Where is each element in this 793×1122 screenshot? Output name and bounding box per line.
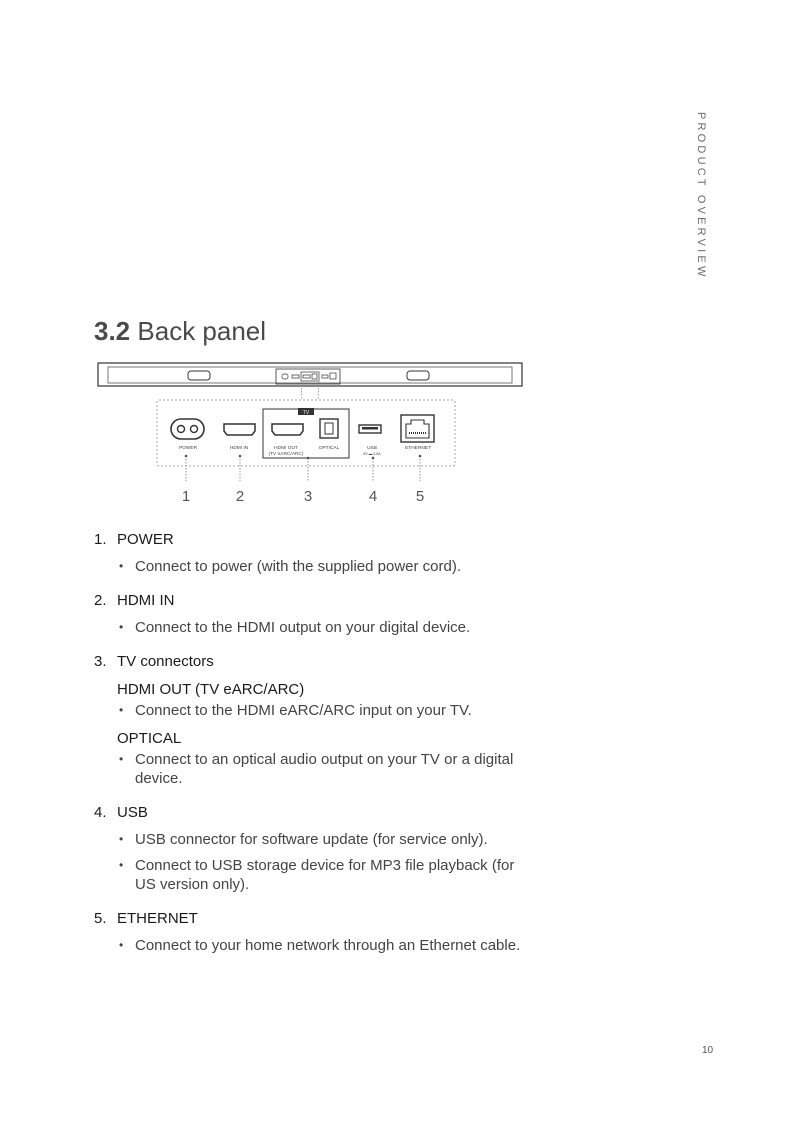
bullet-list: [117, 750, 524, 788]
item-title: POWER: [117, 531, 174, 548]
bullet-list: [117, 830, 524, 894]
port-label-usb-rating: 5V ▬ 0.5A: [363, 452, 381, 456]
list-item-ethernet: [94, 909, 524, 955]
item-title: HDMI IN: [117, 592, 175, 609]
bullet-item: • Connect to power (with the supplied power cord).: [117, 557, 524, 576]
optical-port: [320, 419, 338, 438]
subsection-title-optical: OPTICAL: [117, 730, 182, 747]
leader-dot-2: [239, 455, 242, 458]
connector-list: [94, 530, 524, 970]
port-label-power: POWER: [178, 446, 198, 451]
callout-4: 4: [368, 488, 378, 505]
side-tab-label: PRODUCT OVERVIEW: [695, 112, 707, 280]
callout-1: 1: [181, 488, 191, 505]
item-title: USB: [117, 804, 148, 821]
hdmi-in-port: [224, 424, 255, 435]
port-label-ethernet: ETHERNET: [405, 446, 431, 451]
power-pin-left: [178, 426, 185, 433]
bullet-item: • Connect to USB storage device for MP3 file playback (for US version only).: [117, 856, 524, 894]
item-heading: [94, 803, 524, 822]
bullet-list: [117, 701, 524, 720]
item-heading: [94, 591, 524, 610]
section-heading: Back panel: [137, 316, 267, 346]
list-item-tv-connectors: [94, 652, 524, 788]
subsection-title-hdmi-out: HDMI OUT (TV eARC/ARC): [117, 681, 305, 698]
leader-dot-4: [372, 457, 375, 460]
port-label-usb: USB: [367, 446, 377, 451]
tv-badge-label: TV: [302, 410, 310, 416]
item-heading: [94, 530, 524, 549]
bullet-list: [117, 557, 524, 576]
port-label-hdmi-in: HDMI IN: [229, 446, 249, 451]
callout-3: 3: [303, 488, 313, 505]
section-title: [94, 316, 266, 347]
optical-port-inner: [325, 423, 333, 434]
item-number: 5.: [94, 910, 107, 927]
usb-port-tongue: [362, 427, 378, 430]
bullet-item: • Connect to the HDMI output on your digital device.: [117, 618, 524, 637]
bullet-list: [117, 618, 524, 637]
page-number: 10: [702, 1045, 714, 1056]
leader-dot-3: [307, 457, 310, 460]
item-heading: [94, 909, 524, 928]
item-title: ETHERNET: [117, 910, 198, 927]
ethernet-socket: [406, 420, 429, 438]
callout-5: 5: [415, 488, 425, 505]
leader-dot-5: [419, 455, 422, 458]
power-pin-right: [191, 426, 198, 433]
item-number: 2.: [94, 592, 107, 609]
bullet-item: • Connect to an optical audio output on your TV or a digital device.: [117, 750, 524, 788]
bullet-item: • Connect to the HDMI eARC/ARC input on your TV.: [117, 701, 524, 720]
list-item-usb: [94, 803, 524, 894]
leader-dot-1: [185, 455, 188, 458]
item-heading: [94, 652, 524, 671]
soundbar-body: [98, 363, 522, 386]
callout-2: 2: [235, 488, 245, 505]
bullet-item: • USB connector for software update (for service only).: [117, 830, 524, 849]
port-label-hdmi-out-sub: (TV eARC/ARC): [268, 452, 304, 457]
bullet-item: • Connect to your home network through an Ethernet cable.: [117, 936, 524, 955]
item-title: TV connectors: [117, 653, 214, 670]
item-number: 4.: [94, 804, 107, 821]
hdmi-out-port: [272, 424, 303, 435]
bullet-list: [117, 936, 524, 955]
item-number: 3.: [94, 653, 107, 670]
back-panel-diagram: [96, 360, 526, 510]
item-number: 1.: [94, 531, 107, 548]
port-label-optical: OPTICAL: [318, 446, 340, 451]
port-label-hdmi-out: HDMI OUT: [274, 446, 298, 451]
section-number: 3.2: [94, 316, 131, 346]
list-item-hdmi-in: [94, 591, 524, 637]
list-item-power: [94, 530, 524, 576]
power-port: [171, 419, 204, 439]
